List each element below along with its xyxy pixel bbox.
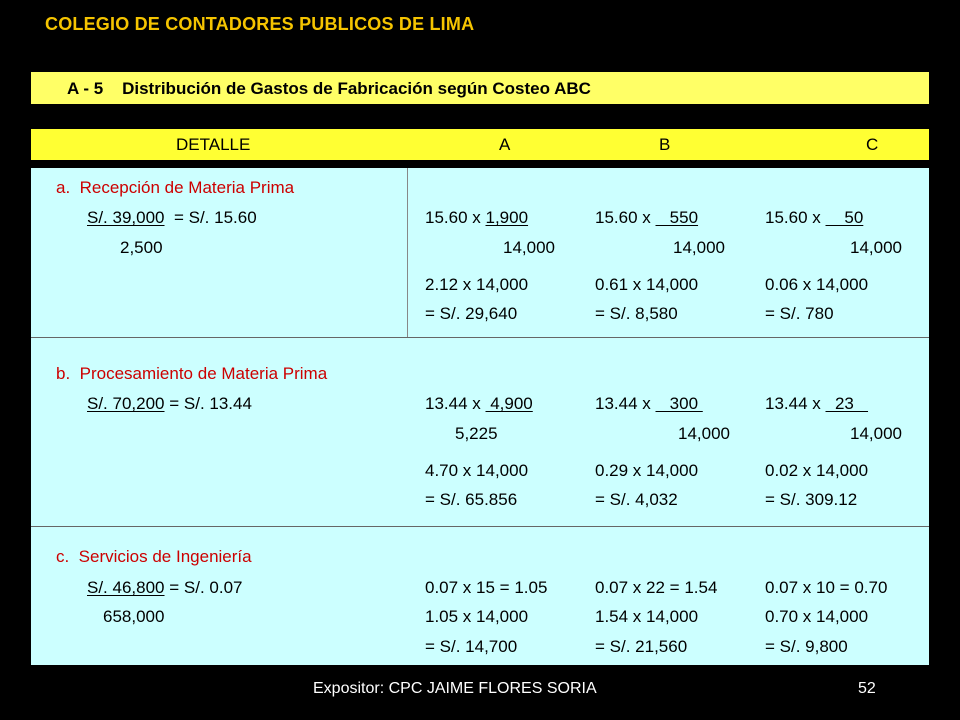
cell-b-calc: 0.07 x 22 = 1.54 <box>595 578 718 597</box>
cell-c-denominator: 14,000 <box>850 424 902 443</box>
formula-denominator: 658,000 <box>103 607 165 626</box>
formula-denominator: 2,500 <box>120 238 163 257</box>
formula-result: = S/. 0.07 <box>164 578 243 597</box>
cell-a-calc: 13.44 x 4,900 <box>425 394 533 413</box>
section-heading: b. Procesamiento de Materia Prima <box>56 364 328 383</box>
cell-c-calc: 15.60 x 50 <box>765 208 864 227</box>
cell-b-calc: 15.60 x 550 <box>595 208 699 227</box>
column-header-detalle: DETALLE <box>176 135 251 154</box>
formula-result: = S/. 15.60 <box>164 208 257 227</box>
cell-c-result: = S/. 9,800 <box>765 637 848 656</box>
cell-b-denominator: 14,000 <box>678 424 730 443</box>
subtitle-text: A - 5 Distribución de Gastos de Fabricación según Costeo ABC <box>67 79 591 98</box>
cell-c-product: 0.06 x 14,000 <box>765 275 869 294</box>
section-heading: a. Recepción de Materia Prima <box>56 178 295 197</box>
cell-c-result: = S/. 309.12 <box>765 490 858 509</box>
cell-a-product: 4.70 x 14,000 <box>425 461 529 480</box>
row-divider <box>31 526 929 527</box>
cell-b-result: = S/. 8,580 <box>595 304 678 323</box>
column-header-a: A <box>499 135 511 154</box>
cell-a-calc: 0.07 x 15 = 1.05 <box>425 578 548 597</box>
cell-b-result: = S/. 21,560 <box>595 637 688 656</box>
page-title: COLEGIO DE CONTADORES PUBLICOS DE LIMA <box>45 14 475 34</box>
cell-c-result: = S/. 780 <box>765 304 834 323</box>
formula-result: = S/. 13.44 <box>164 394 252 413</box>
formula-numerator: S/. 70,200 <box>87 394 165 413</box>
cell-b-product: 1.54 x 14,000 <box>595 607 699 626</box>
cell-c-calc: 13.44 x 23 <box>765 394 869 413</box>
footer-expositor: Expositor: CPC JAIME FLORES SORIA <box>313 680 597 697</box>
cell-a-denominator: 14,000 <box>503 238 555 257</box>
cell-b-product: 0.29 x 14,000 <box>595 461 699 480</box>
cell-a-denominator: 5,225 <box>455 424 498 443</box>
cell-c-denominator: 14,000 <box>850 238 902 257</box>
cell-a-product: 2.12 x 14,000 <box>425 275 529 294</box>
cell-a-result: = S/. 65.856 <box>425 490 518 509</box>
formula-line <box>87 394 252 414</box>
cell-b-product: 0.61 x 14,000 <box>595 275 699 294</box>
column-divider <box>407 168 408 338</box>
column-header-c: C <box>866 135 879 154</box>
cell-a-result: = S/. 29,640 <box>425 304 518 323</box>
cell-a-calc: 15.60 x 1,900 <box>425 208 529 227</box>
formula-line <box>87 208 257 228</box>
formula-line <box>87 578 243 598</box>
page-number: 52 <box>858 680 876 697</box>
formula-numerator: S/. 46,800 <box>87 578 165 597</box>
cell-b-result: = S/. 4,032 <box>595 490 678 509</box>
row-divider <box>31 337 929 338</box>
cell-c-product: 0.02 x 14,000 <box>765 461 869 480</box>
cell-c-product: 0.70 x 14,000 <box>765 607 869 626</box>
cell-c-calc: 0.07 x 10 = 0.70 <box>765 578 888 597</box>
cell-a-product: 1.05 x 14,000 <box>425 607 529 626</box>
column-header-b: B <box>659 135 671 154</box>
section-heading: c. Servicios de Ingeniería <box>56 547 252 566</box>
cell-b-denominator: 14,000 <box>673 238 725 257</box>
cell-a-result: = S/. 14,700 <box>425 637 518 656</box>
column-header-bar <box>31 129 929 160</box>
cell-b-calc: 13.44 x 300 <box>595 394 703 413</box>
formula-numerator: S/. 39,000 <box>87 208 165 227</box>
